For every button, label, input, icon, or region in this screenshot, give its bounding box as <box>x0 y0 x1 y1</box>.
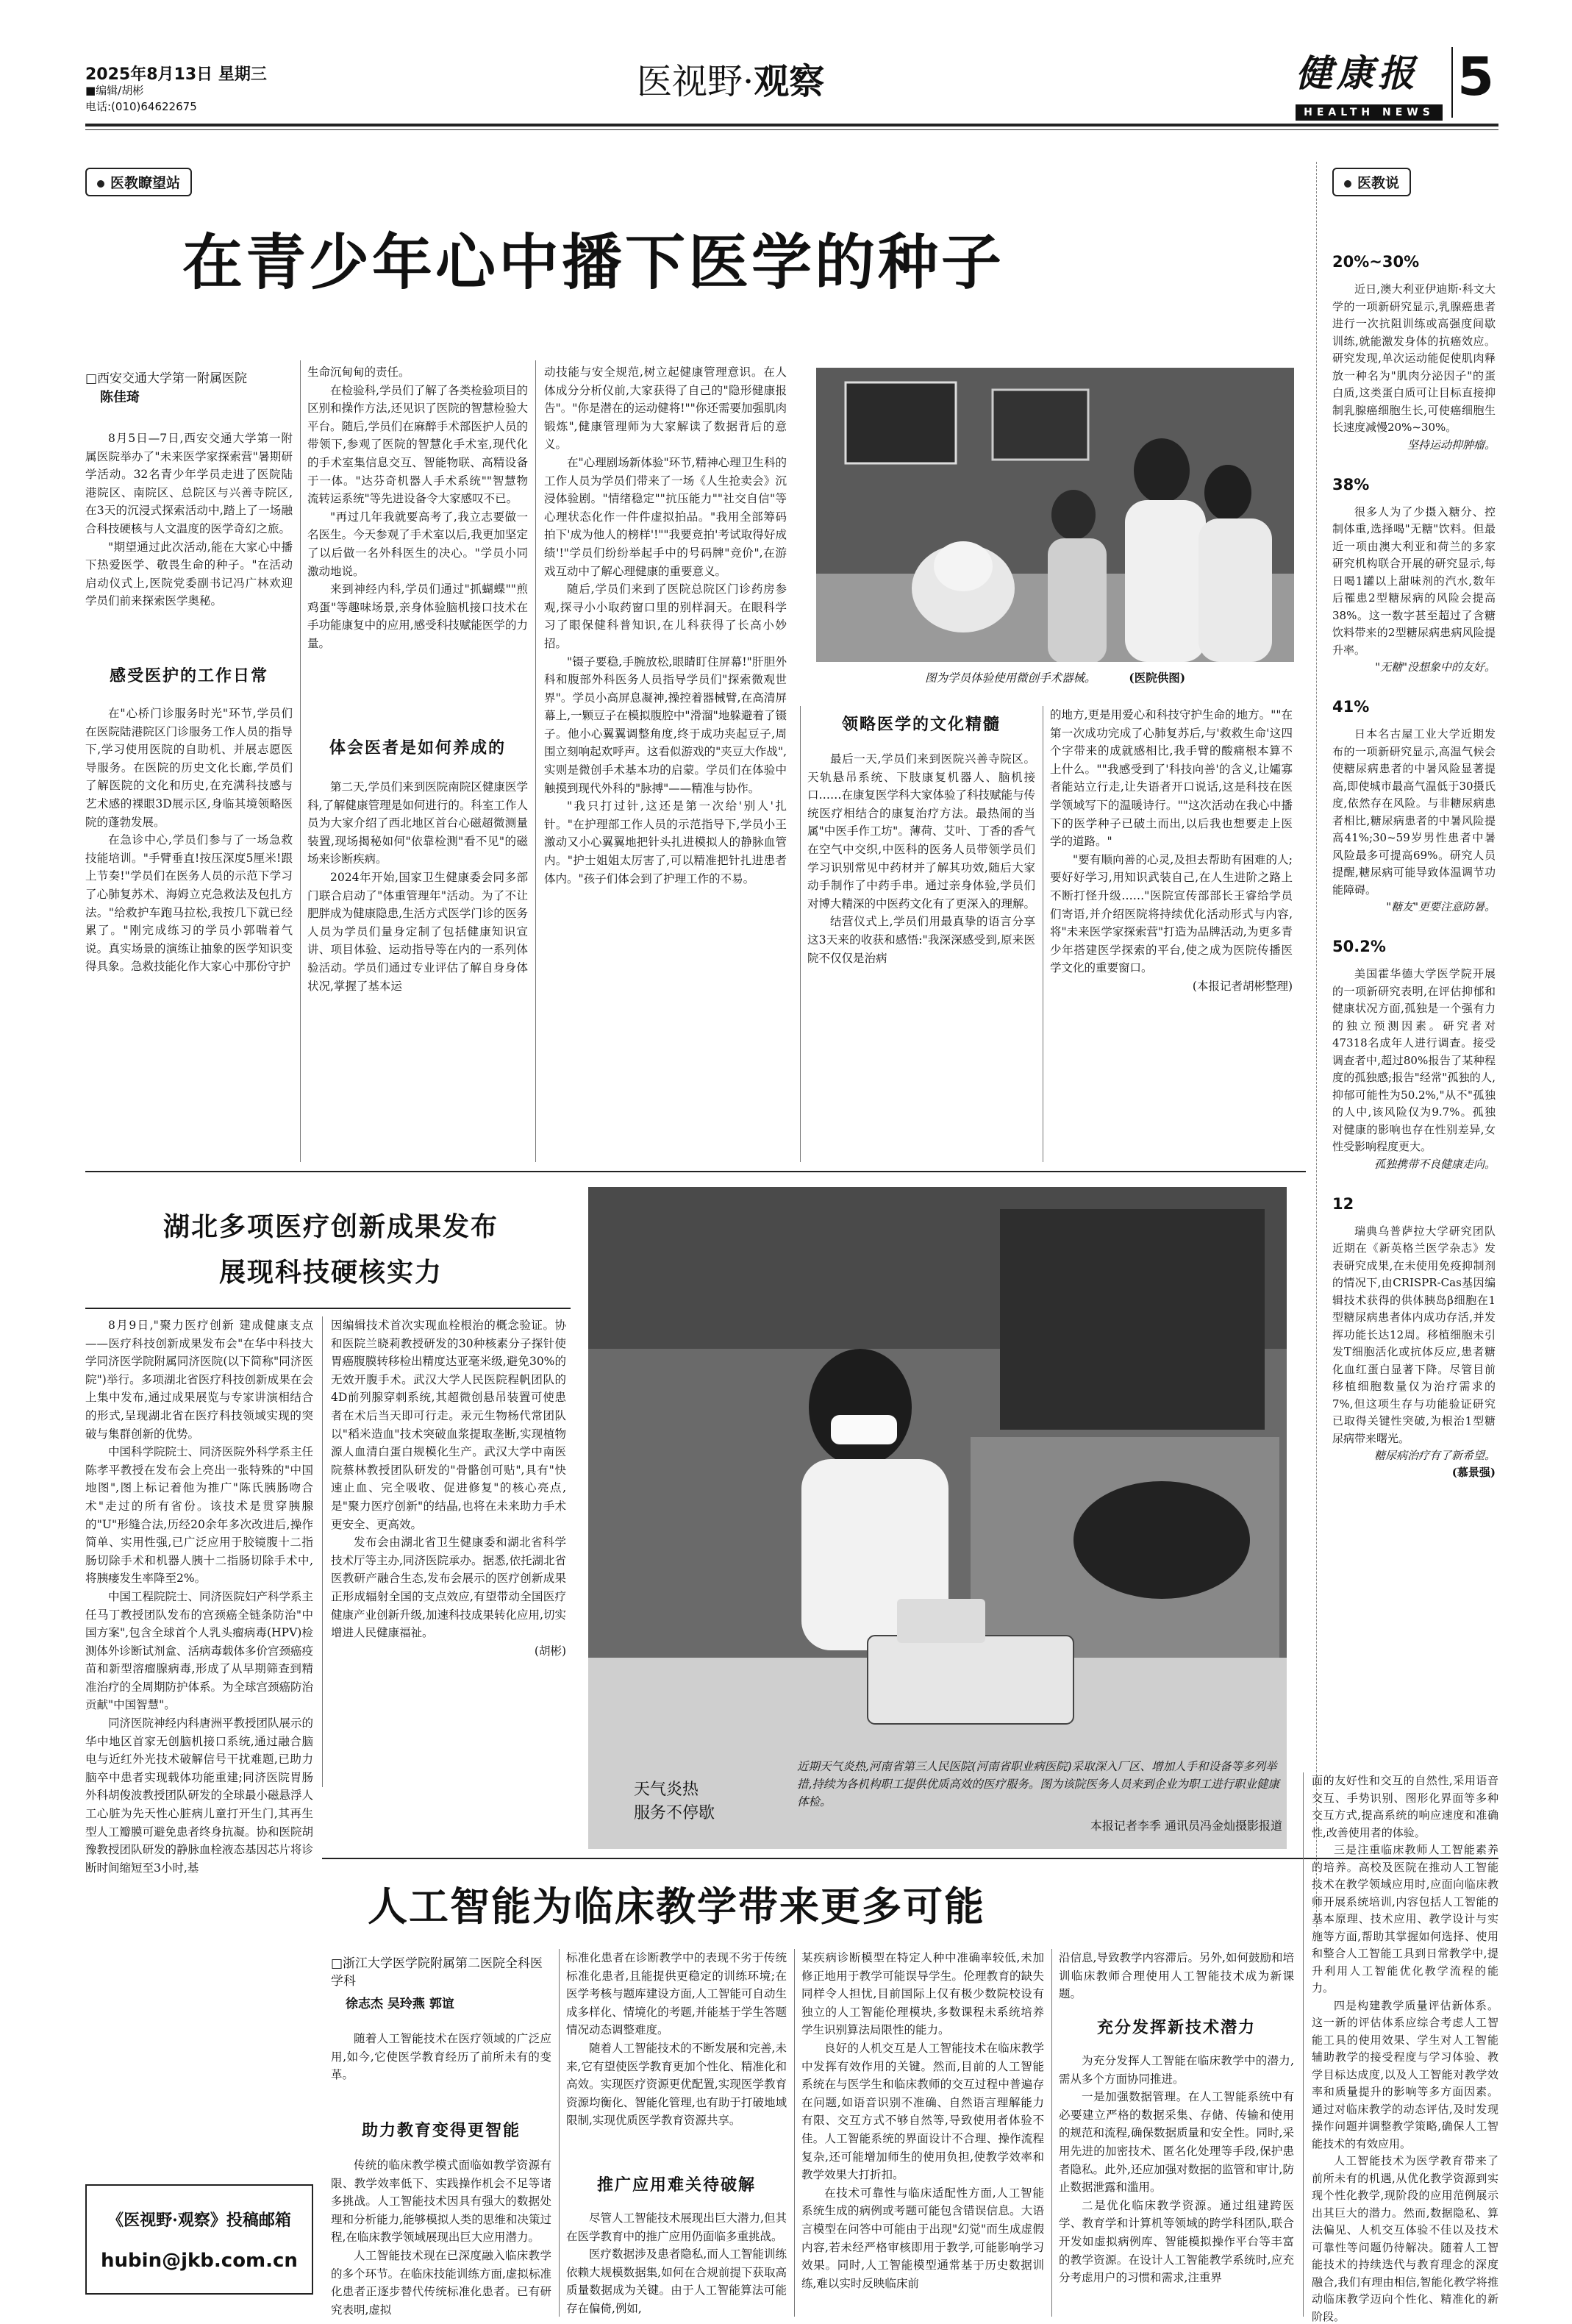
paper-name-en: HEALTH NEWS <box>1296 104 1443 121</box>
sidebar-value: 41% <box>1332 698 1370 716</box>
sidebar-quote: 糖尿病治疗有了新希望。 <box>1373 1449 1496 1462</box>
sidebar-item <box>1332 1195 1496 1482</box>
lead-c2-p1: 生命沉甸甸的责任。 <box>307 366 410 379</box>
sidebar-value: 12 <box>1332 1194 1354 1213</box>
sidebar-text: 美国霍华德大学医学院开展的一项新研究表明,在评估抑郁和健康状况方面,孤独是一个强有力的独立预测因素。研究者对47318名成年人进行调查。接受调查者中,超过80%报告了某种程度的孤独感;报告"经常"孤独的人,抑郁可能性为50.2%,"从不"孤独的人中,该风险仅为9.7%。孤独对健康的影响也存在性别差异,女性受影响程度更大。 <box>1332 967 1496 1153</box>
ai-byline-org: □浙江大学医学院附属第二医院全科医学科 <box>331 1956 543 1989</box>
ai-subhead-1: 助力教育变得更智能 <box>361 2122 521 2140</box>
lead-c4-p1: 的地方,更是用爱心和科技守护生命的地方。""在第一次成功完成了心肺复苏后,与'救救生命'这四个字带来的成就感相比,我手臂的酸痛根本算不上什么。""我感受到了'科技向善'的含义,让孀寡者能站立行走,让失语者开口说话,这是科技在医学领域写下的温暖诗行。""这次活动在我心中播下的医学种子已破土而出,以后我也想要走上医学的道路。" <box>1050 708 1293 849</box>
lead-c4-credit: (本报记者胡彬整理) <box>1192 979 1293 993</box>
ai-p15: 面的友好性和交互的自然性,采用语音交互、手势识别、图形化界面等多种交互方式,提高系统的响应速度和准确性,改善使用者的体验。 <box>1312 1774 1498 1839</box>
sidebar-credit: (慕景强) <box>1451 1466 1496 1479</box>
ai-col4 <box>1059 1949 1294 2003</box>
phone-line: 电话:(010)64622675 <box>85 100 197 113</box>
ai-p9: 良好的人机交互是人工智能技术在临床教学中发挥有效作用的关键。然而,目前的人工智能系统在与医学生和临床教师的交互过程中普遍存在问题,如语音识别不准确、自然语言理解能力有限、交互方式不够自然等,导致使用者体验不佳。人工智能系统的界面设计不合理、操作流程复杂,还可能增加师生的使用负担,使教学效率和教学效果大打折扣。 <box>801 2041 1044 2182</box>
lead-c2-p3: "再过几年我就要高考了,我立志要做一名医生。今天参观了手术室以后,我更加坚定了以后做一名外科医生的决心。"学员小同激动地说。 <box>307 510 528 578</box>
lead-c3-p3: 随后,学员们来到了医院总院区门诊药房参观,探寻小小取药窗口里的别样洞天。在眼科学习了眼保健科普知识,在儿科获得了长高小妙招。 <box>544 582 787 650</box>
sidebar-item <box>1332 476 1496 677</box>
submission-box <box>85 2184 313 2295</box>
hubei-p2: 中国科学院院士、同济医院外科学系主任陈孝平教授在发布会上亮出一张特殊的"中国地图",图上标记着他为推广"陈氏胰肠吻合术"走过的所有省份。该技术是贯穿胰腺的"U"形缝合法,历经20余年多次改进后,操作简单、实用性强,已广泛应用于胶镜腹十二指肠切除手术和机器人胰十二指肠切除手术中,将胰瘘发生率降至2%。 <box>85 1445 314 1586</box>
ai-headline: 人工智能为临床教学带来更多可能 <box>368 1883 985 1930</box>
lead-subhead-1: 感受医护的工作日常 <box>109 667 268 685</box>
lead-photo-caption-text: 图为学员体验使用微创手术器械。 <box>924 671 1096 685</box>
lead-divider-1 <box>300 360 301 1162</box>
ai-divider-4 <box>1303 1772 1304 2317</box>
column-tag-icon <box>97 180 104 188</box>
lead-s3-p1: 最后一天,学员们来到医院兴善寺院区。天轨悬吊系统、下肢康复机器人、脑机接口……在康复医学科大家体验了科技赋能与传统医疗相结合的康复治疗方法。最热闹的当属"中医手作工坊"。薄荷、艾叶、丁香的香气在空气中交织,中医科的医务人员带领学员们学习识别常见中药材并了解其功效,随后大家动手制作了中药手串。通过亲身体验,学员们对博大精深的中医药文化有了更深入的理解。 <box>807 752 1036 910</box>
hubei-credit: (胡彬) <box>534 1644 566 1658</box>
lead-col4 <box>807 750 1035 967</box>
lead-c2-p2: 在检验科,学员们了解了各类检验项目的区别和操作方法,还见识了医院的智慧检验大平台。随后,学员们在麻醉手术部医护人员的带领下,参观了医院的智慧化手术室,现代化的手术室集信息交互、智能物联、高精设备于一体。"达芬奇机器人手术系统""智慧物流转运系统"等先进设备令大家感叹不已。 <box>307 383 528 506</box>
lead-byline-author: 陈佳琦 <box>100 390 140 405</box>
submission-email[interactable]: hubin@jkb.com.cn <box>101 2250 298 2272</box>
sidebar-quote: "糖友"更要注意防暑。 <box>1386 900 1496 913</box>
lead-s3-p2: 结营仪式上,学员们用最真挚的语言分享这3天来的收获和感悟:"我深深感受到,原来医院不仅仅是治病 <box>807 915 1035 965</box>
lead-c4-p2: "要有顺向善的心灵,及担去帮助有困难的人;要好好学习,用知识武装自己,在人生进阶之路上不断打怪升级……"医院宣传部部长王睿给学员们寄语,并介绍医院将持续优化活动形式与内容,将"未来医学家探索营"打造为品牌活动,为更多青少年搭建医学探索的平台,使之成为医院传播医学文化的重要窗口。 <box>1050 852 1293 975</box>
masthead-rule <box>85 124 1498 126</box>
sidebar-tag <box>1332 168 1411 196</box>
sidebar-text: 日本名古屋工业大学近期发布的一项新研究显示,高温气候会使糖尿病患者的中暑风险显著提高,即使城市最高气温低于30摄氏度,依然存在风险。与非糖尿病患者相比,糖尿病患者的中暑风险提高41%;30~59岁男性患者中暑风险最多可提高69%。研究人员提醒,糖尿病可能导致体温调节功能障碍。 <box>1332 727 1496 897</box>
ai-p5: 随着人工智能技术的不断发展和完善,未来,它有望使医学教育更加个性化、精准化和高效。实现医疗资源更优配置,实现医学教育资源均衡化、智能化管理,也有助于打破地域限制,实现优质医学教育资源共享。 <box>566 2041 787 2128</box>
ai-divider-1 <box>559 1949 560 2317</box>
section-title-main: 医视野 <box>637 61 743 102</box>
ai-col1 <box>331 2030 551 2084</box>
ai-p4: 标准化患者在诊断教学中的表现不劣于传统标准化患者,且能提供更稳定的训练环境;在医学考核与题库建设方面,人工智能可自动生成多样化、情境化的考题,并能基于学生答题情况动态调整难度。 <box>566 1951 787 2037</box>
hubei-col2 <box>331 1316 566 1660</box>
hubei-divider <box>322 1316 323 1787</box>
ai-subhead-2: 推广应用难关待破解 <box>596 2176 756 2195</box>
ai-p14: 二是优化临床教学资源。通过组建跨医学、教育学和计算机等领域的跨学科团队,联合开发如虚拟病例库、智能模拟操作平台等丰富的教学资源。在设计人工智能教学系统时,应充分考虑用户的习惯和需求,注重界 <box>1059 2198 1294 2285</box>
ai-p18: 人工智能技术为医学教育带来了前所未有的机遇,从优化教学资源到实现个性化教学,现阶段的应用范例展示出其巨大的潜力。然而,数据隐私、算法偏见、人机交互体验不佳以及技术可靠性等问题仍待解决。随着人工智能技术的持续迭代与教育理念的深度融合,我们有理由相信,智能化教学将推动临床教学迈向个性化、精准化的新阶段。 <box>1312 2154 1498 2323</box>
sidebar-value: 38% <box>1332 475 1370 493</box>
sidebar-quote: 坚持运动抑肿瘤。 <box>1407 438 1496 452</box>
lead-subhead-2: 体会医者是如何养成的 <box>329 739 506 758</box>
lead-col2b <box>307 778 528 995</box>
lead-intro-p2: "期望通过此次活动,能在大家心中播下热爱医学、敬畏生命的种子。"在活动启动仪式上,医院党委副书记冯广林欢迎学员们前来探索医学奥秘。 <box>85 540 293 608</box>
page-number-divider <box>1451 47 1453 118</box>
ai-p13: 一是加强数据管理。在人工智能系统中有必要建立严格的数据采集、存储、传输和使用的规范和流程,确保数据质量和安全性。同时,采用先进的加密技术、匿名化处理等手段,保护患者隐私。此外,还应加强对数据的监管和审计,防止数据泄露和滥用。 <box>1059 2090 1294 2195</box>
lead-c3-p2: 在"心理剧场新体验"环节,精神心理卫生科的工作人员为学员们带来了一场《人生抢卖会》沉浸体验剧。"情绪稳定""抗压能力""社交自信"等心理状态化作一件件虚拟拍品。"我用全部筹码拍下'成为他人的榜样'!""我要竞拍'考试取得好成绩'!"学员们纷纷举起手中的号码牌"竞价",在游戏互动中了解心理健康的重要意义。 <box>544 455 787 578</box>
lead-s2-p2: 2024年开始,国家卫生健康委会同多部门联合启动了"体重管理年"活动。为了不让肥胖成为健康隐患,生活方式医学门诊的医务人员为学员们量身定制了包括健康知识宣讲、项目体验、运动指导等在内的一系列体验活动。学员们通过专业评估了解自身身体状况,掌握了基本运 <box>307 870 528 993</box>
hubei-p6: 发布会由湖北省卫生健康委和湖北省科学技术厅等主办,同济医院承办。据悉,依托湖北省医教研产融合生态,发布会展示的医疗创新成果正形成辐射全国的支点效应,有望带动全国医疗健康产业创新升级,加速科技成果转化应用,切实增进人民健康福祉。 <box>331 1536 566 1640</box>
ai-p7: 医疗数据涉及患者隐私,而人工智能训练依赖大规模数据集,如何在合规前提下获取高质量数据成为关键。由于人工智能算法可能存在偏倚,例如, <box>566 2248 787 2315</box>
lead-divider-3 <box>800 706 801 1162</box>
ai-p10: 在技术可靠性与临床适配性方面,人工智能系统生成的病例或考题可能包含错误信息。大语言模型在问答中可能由于出现"幻觉"而生成虚假内容,若未经严格审核即用于教学,可能影响学习效果。同时,人工智能模型通常基于历史数据训练,难以实时反映临床前 <box>801 2186 1044 2290</box>
section-rule-1 <box>85 1171 1306 1172</box>
checkup-caption: 近期天气炎热,河南省第三人民医院(河南省职业病医院)采取深入厂区、增加人手和设备等多列举措,持续为各机构职工提供优质高效的医疗服务。图为该院医务人员来到企业为职工进行职业健康体检。 <box>797 1760 1279 1808</box>
ai-p1: 随着人工智能技术在医疗领域的广泛应用,如今,它使医学教育经历了前所未有的变革。 <box>331 2032 551 2082</box>
lead-s1-p2: 在急诊中心,学员们参与了一场急救技能培训。"手臂垂直!按压深度5厘米!跟上节奏!"学员们在医务人员的示范下学习了心肺复苏术、海姆立克急救法及包扎方法。"给救护车跑马拉松,我按几下就已经累了。"刚完成练习的学员小郭喘着气说。真实场景的演练让抽象的医学知识变得具象。急救技能化作大家心中那份守护 <box>85 833 293 974</box>
lead-col5 <box>1050 706 1293 996</box>
lead-col1 <box>85 429 293 610</box>
hubei-headline-rule <box>85 1308 571 1309</box>
hubei-p4: 同济医院神经内科唐洲平教授团队展示的华中地区首家无创脑机接口系统,通过融合脑电与近红外光技术破解信号干扰难题,已助力脑卒中患者实现载体功能重建;同济医院胃肠外科胡俊波教授团队研发的全球最小磁悬浮人工心脏为先天性心脏病儿童打开生门,其再生型人工瓣膜可避免患者终身抗凝。协和医院胡豫教授团队研发的静脉血栓液态基因芯片将诊断时间缩短至3小时,基 <box>85 1717 314 1875</box>
ai-col4b <box>1059 2052 1294 2287</box>
checkup-credit: 本报记者李季 通讯员冯金灿摄影报道 <box>1090 1819 1282 1833</box>
lead-divider-2 <box>535 360 536 1162</box>
sidebar-tag-label: 医教说 <box>1357 175 1400 191</box>
lead-c3-p4: "镊子要稳,手腕放松,眼睛盯住屏幕!"肝胆外科和腹部外科医务人员指导学员们"探索微观世界"。学员小高屏息凝神,操控着器械臂,在高清屏幕上,一颗豆子在模拟腹腔中"滑溜"地躲避着了镊子。他小心翼翼调整角度,终于成功夹起豆子,周围立刻响起欢呼声。这看似游戏的"夹豆大作战",实则是微创手术基本功的启蒙。学员们在体验中触摸到现代外科的"脉搏"——精准与协作。 <box>544 655 787 795</box>
health-checkup-illustration <box>588 1187 1287 1849</box>
sidebar-value: 20%~30% <box>1332 253 1420 271</box>
sidebar-text: 近日,澳大利亚伊迪斯·科文大学的一项新研究显示,乳腺癌患者进行一次抗阻训练或高强度间歇训练,就能激发身体的抗癌效应。研究发现,单次运动能促使肌肉释放一种名为"肌肉分泌因子"的蛋白质,这类蛋白质可让目标直接抑制乳腺癌细胞生长,可使癌细胞生长速度减慢20%~30%。 <box>1332 282 1496 434</box>
lead-s1-p1: 在"心桥门诊服务时光"环节,学员们在医院陆港院区门诊服务工作人员的指导下,学习使用医院的自助机、并展志愿医导服务。在医院的历史文化长廊,学员们了解医院的文化和历史,在充满科技感与艺术感的裸眼3D展示区,身临其境领略医院的蓬勃发展。 <box>85 707 293 829</box>
lead-col1b <box>85 705 293 976</box>
sidebar-item <box>1332 253 1496 454</box>
lead-photo <box>816 368 1294 662</box>
lead-subhead-3: 领略医学的文化精髓 <box>841 716 1001 734</box>
ai-p12: 为充分发挥人工智能在临床教学中的潜力,需从多个方面协同推进。 <box>1059 2054 1294 2086</box>
lead-intro-p1: 8月5日—7日,西安交通大学第一附属医院举办了"未来医学家探索营"暑期研学活动。32名青少年学员走进了医院陆港院区、南院区、总院区与兴善寺院区,在3天的沉浸式探索活动中,踏上了一场融合科技硬核与人文温度的医学奇幻之旅。 <box>85 432 293 535</box>
lead-photo-caption <box>816 669 1294 687</box>
section-title <box>637 53 824 104</box>
ai-col3 <box>801 1949 1044 2292</box>
sidebar-value: 50.2% <box>1332 938 1386 955</box>
page-number: 5 <box>1457 46 1495 107</box>
sidebar-text: 瑞典乌普萨拉大学研究团队近期在《新英格兰医学杂志》发表研究成果,在未使用免疫抑制剂的情况下,由CRISPR-Cas基因编辑技术获得的供体胰岛β细胞在1型糖尿病患者体内成功存活,并发挥功能长达12周。移植细胞未引发T细胞活化或抗体反应,患者糖化血红蛋白显著下降。尽管目前移植细胞数量仅为治疗需求的7%,但这项生存与功能验证研究已取得关键性突破,为根治1型糖尿病带来曙光。 <box>1332 1224 1496 1445</box>
ai-col5 <box>1312 1772 1498 2324</box>
ai-p17: 四是构建教学质量评估新体系。这一新的评估体系应综合考虑人工智能工具的使用效果、学生对人工智能辅助教学的接受程度与学习体验、教学目标达成度,以及人工智能对教学效率和质量提升的影响等多方面因素。通过对临床教学的动态评估,及时发现操作问题并调整教学策略,确保人工智能技术的有效应用。 <box>1312 1998 1498 2150</box>
masthead-rule-thin <box>85 129 1498 130</box>
checkup-caption-title-1: 天气炎热 <box>634 1781 699 1799</box>
hubei-p5: 因编辑技术首次实现血栓根治的概念验证。协和医院兰晓莉教授研发的30种核素分子探针使胃癌腹膜转移检出精度达亚毫米级,避免30%的无效开腹手术。武汉大学人民医院程帆团队的4D前列腺穿刺系统,其超微创悬吊装置可使患者在术后当天即可行走。汞元生物杨代常团队以"稻米造血"技术突破血浆提取垄断,实现植物源人血清白蛋白规模化生产。武汉大学中南医院蔡林教授团队研发的"骨骼创可贴",具有"快速止血、完全吸收、促进修复"的核心亮点,是"聚力医疗创新"的结晶,也将在未来助力手术更安全、更高效。 <box>331 1319 566 1531</box>
section-title-sub: 观察 <box>754 61 825 102</box>
ai-col2b <box>566 2209 787 2318</box>
lead-c2-p4: 来到神经内科,学员们通过"抓蝴蝶""煎鸡蛋"等趣味场景,亲身体验脑机接口技术在手功能康复中的应用,感受科技赋能医学的力量。 <box>307 582 528 650</box>
ai-byline-authors: 徐志杰 吴玲燕 郭谊 <box>346 1997 454 2011</box>
lead-headline: 在青少年心中播下医学的种子 <box>182 228 1005 298</box>
checkup-caption-title-2: 服务不停歇 <box>634 1804 715 1822</box>
ai-divider-3 <box>1051 1949 1052 2317</box>
lead-byline-org: □西安交通大学第一附属医院 <box>85 371 248 386</box>
sidebar-quote: "无糖"没想象中的友好。 <box>1375 660 1496 674</box>
hubei-p3: 中国工程院院士、同济医院妇产科学系主任马丁教授团队发布的宫颈癌全链条防治"中国方案",包含全球首个人乳头瘤病毒(HPV)检测体外诊断试剂盒、活病毒载体多价宫颈癌疫苗和新型溶瘤腺病毒,形成了从早期筛查到精准治疗的全周期防护体系。为全球宫颈癌防治贡献"中国智慧"。 <box>85 1589 314 1712</box>
submission-title: 《医视野·观察》投稿邮箱 <box>107 2211 291 2230</box>
ai-p8: 某疾病诊断模型在特定人种中准确率较低,未加修正地用于教学可能误导学生。伦理教育的缺失同样令人担忧,目前国际上仅有极少数院校设有独立的人工智能伦理模块,多数课程未系统培养学生识别算法局限性的能力。 <box>801 1951 1044 2037</box>
issue-date: 2025年8月13日 星期三 <box>85 65 267 84</box>
ai-p16: 三是注重临床教师人工智能素养的培养。高校及医院在推动人工智能技术在教学领域应用时,应面向临床教师开展系统培训,内容包括人工智能的基本原理、技术应用、教学设计与实施等方面,帮助其掌握如何选择、使用和整合人工智能工具到日常教学中,提升利用人工智能优化教学流程的能力。 <box>1312 1843 1498 1995</box>
hubei-p1: 8月9日,"聚力医疗创新 建成健康支点——医疗科技创新成果发布会"在华中科技大学同济医学院附属同济医院(以下简称"同济医院")举行。多项湖北省医疗科技创新成果在会上集中发布,通过成果展览与专家讲演相结合的形式,呈现湖北省在医疗科技领域实现的突破与集群创新的优势。 <box>85 1319 313 1441</box>
ai-col1b <box>331 2156 551 2319</box>
paper-name-logo: 健康报 <box>1296 51 1419 95</box>
lead-col2 <box>307 363 528 653</box>
ai-divider-2 <box>794 1949 795 2317</box>
sidebar-tag-icon <box>1344 180 1351 188</box>
ai-p2: 传统的临床教学模式面临如教学资源有限、教学效率低下、实践操作机会不足等诸多挑战。人工智能技术因具有强大的数据处理和分析能力,能够模拟人类的思维和决策过程,在临床教学领域展现出巨大应用潜力。 <box>331 2159 551 2245</box>
hubei-headline-2: 展现科技硬核实力 <box>218 1258 443 1288</box>
section-title-dot: · <box>743 61 754 102</box>
hubei-headline-1: 湖北多项医疗创新成果发布 <box>162 1212 499 1242</box>
lead-c3-p1: 动技能与安全规范,树立起健康管理意识。在人体成分分析仪前,大家获得了自己的"隐形健康报告"。"你是潜在的运动健将!""你还需要加强肌肉锻炼",健康管理师为大家解读了数据背后的意义。 <box>544 366 787 452</box>
ai-p3: 人工智能技术现在已深度融入临床教学的多个环节。在临床技能训练方面,虚拟标准化患者正逐步替代传统标准化患者。已有研究表明,虚拟 <box>331 2248 551 2317</box>
column-tag <box>85 168 192 196</box>
editor-line: ■编辑/胡彬 <box>85 84 144 97</box>
lead-photo-credit: (医院供图) <box>1129 671 1186 685</box>
sidebar-item <box>1332 938 1496 1173</box>
sidebar-quote: 孤独携带不良健康走向。 <box>1373 1157 1496 1171</box>
lead-c3-p5: "我只打过针,这还是第一次给'别人'扎针。"在护理部工作人员的示范指导下,学员小王激动又小心翼翼地把针头扎进模拟人的静脉血管内。"护士姐姐太厉害了,可以精准把针扎进患者体内。"孩子们体会到了护理工作的不易。 <box>544 799 787 885</box>
sidebar-list <box>1332 253 1496 1481</box>
ai-p6: 尽管人工智能技术展现出巨大潜力,但其在医学教育中的推广应用仍面临多重挑战。 <box>566 2211 787 2243</box>
lead-s2-p1: 第二天,学员们来到医院南院区健康医学科,了解健康管理是如何进行的。科室工作人员为大家介绍了西北地区首台心磁超微测量装置,现场揭秘如何"依靠检测"看不见"的磁场来诊断疾病。 <box>307 780 528 866</box>
checkup-photo <box>588 1187 1287 1849</box>
lead-col3 <box>544 363 787 888</box>
ai-subhead-3: 充分发挥新技术潜力 <box>1096 2019 1256 2037</box>
sidebar-text: 很多人为了少摄入糖分、控制体重,选择喝"无糖"饮料。但最近一项由澳大利亚和荷兰的多家研究机构联合开展的研究显示,每日喝1罐以上甜味剂的汽水,数年后罹患2型糖尿病的风险会提高38%。这一数字甚至超过了含糖饮料带来的2型糖尿病患病风险提升率。 <box>1332 505 1496 657</box>
surgical-training-illustration <box>816 368 1294 662</box>
column-tag-label: 医教瞭望站 <box>110 175 181 191</box>
hubei-col1 <box>85 1316 313 1877</box>
ai-col2 <box>566 1949 787 2130</box>
sidebar-item <box>1332 698 1496 916</box>
ai-p11: 沿信息,导致教学内容滞后。另外,如何鼓励和培训临床教师合理使用人工智能技术成为新课题。 <box>1059 1951 1294 2001</box>
